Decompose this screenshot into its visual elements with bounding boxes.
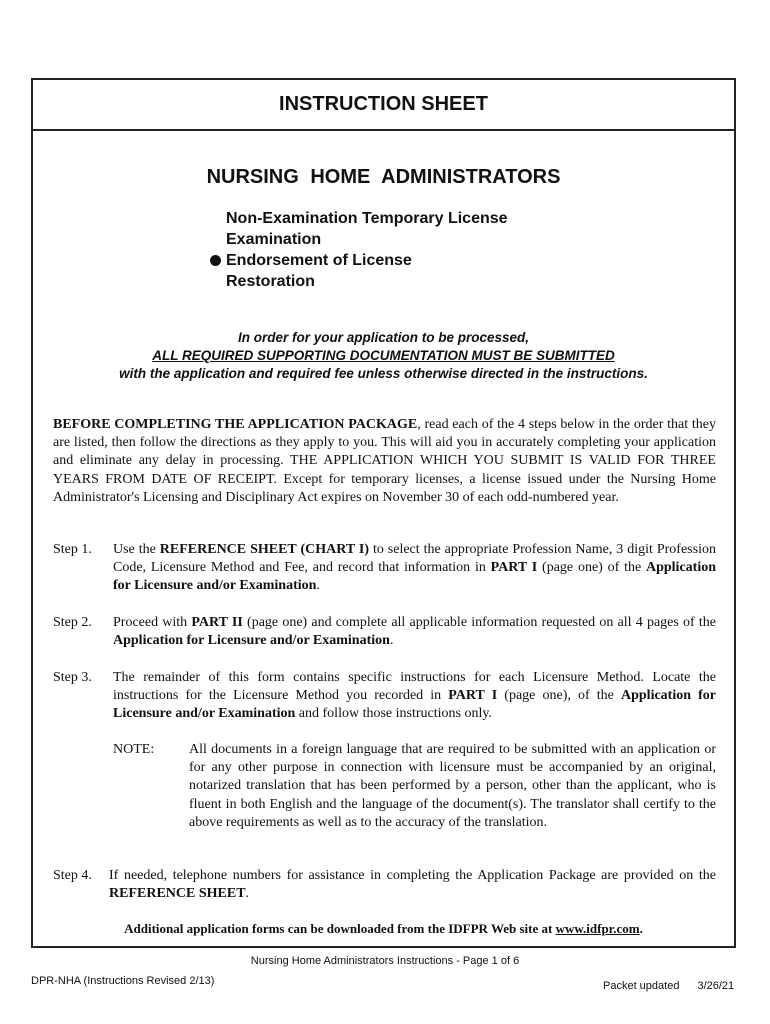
processing-notice (33, 329, 734, 383)
method-label: Restoration (226, 273, 315, 290)
note-text: All documents in a foreign language that are required to be submitted with an application or for any other purpose in connection with licensure must be accompanied by an original, notarized translation that has been performed by a person, other than the applicant, who is fluent in both English and the language of the document(s). The translator shall certify to the above requirements as well as to the accuracy of the translation. (189, 742, 716, 830)
method-label: Examination (226, 231, 322, 248)
method-item-exam (226, 229, 508, 250)
instruction-frame (31, 78, 736, 948)
step-text: The remainder of this form contains specific instructions for each Licensure Method. Locate the instructions for the Licensure Method you recorded in PART I (page one), of the Application for Licensure and/or Examination and follow those instructions only. (113, 670, 717, 722)
step-1 (53, 541, 716, 596)
download-text: Additional application forms can be downloaded from the IDFPR Web site at (124, 921, 556, 936)
step-4 (53, 867, 716, 903)
step-text: Proceed with PART II (page one) and complete all applicable information requested on all 4 pages of the Application for Licensure and/or Examination. (113, 615, 717, 649)
intro-text: , read each of the 4 steps below in the order that they are listed, then follow the directions as they apply to you. This will aid you in accurately completing your application and eliminate any delay in processing. THE APPLICATION WHICH YOU SUBMIT IS VALID FOR THREE YEARS FROM DATE OF RECEIPT. Except for temporary licenses, a license issued under the Nursing Home Administrator's Licensing and Disciplinary Act expires on November 30 of each odd-numbered year. (53, 417, 716, 505)
download-notice: Additional application forms can be downloaded from the IDFPR Web site at www.idfpr.com. (124, 921, 643, 936)
notice-line-1: In order for your application to be processed, (237, 330, 530, 345)
step-label: Step 2. (53, 615, 92, 630)
step-text: If needed, telephone numbers for assistance in completing the Application Package are provided on the REFERENCE SHEET. (109, 868, 716, 902)
page-footer: Nursing Home Administrators Instructions - Page 1 of 6 (250, 955, 520, 967)
notice-line-3: with the application and required fee unless otherwise directed in the instructions. (119, 366, 648, 381)
step-3 (53, 669, 716, 724)
note-label: NOTE: (113, 742, 155, 757)
packet-updated: Packet updated 3/26/21 (603, 980, 735, 992)
foreign-language-note (113, 741, 716, 832)
step-2 (53, 614, 716, 650)
selected-bullet-icon (210, 255, 221, 266)
method-item-endorsement (226, 250, 508, 271)
page-title: INSTRUCTION SHEET (33, 80, 734, 131)
updated-date: 3/26/21 (697, 980, 735, 992)
step-label: Step 1. (53, 542, 92, 557)
step-label: Step 3. (53, 670, 92, 685)
method-item-restoration (226, 271, 508, 292)
method-item-nonexam (226, 208, 508, 229)
profession-heading: NURSING HOME ADMINISTRATORS (206, 166, 561, 188)
idfpr-website-link[interactable]: www.idfpr.com (555, 921, 640, 936)
intro-lead: BEFORE COMPLETING THE APPLICATION PACKAGE (53, 417, 418, 432)
intro-paragraph (53, 416, 716, 507)
step-label: Step 4. (53, 868, 92, 883)
method-label: Endorsement of License (226, 252, 412, 269)
notice-line-2: ALL REQUIRED SUPPORTING DOCUMENTATION MUST BE SUBMITTED (152, 348, 615, 363)
method-label: Non-Examination Temporary License (226, 210, 508, 227)
step-text: Use the REFERENCE SHEET (CHART I) to select the appropriate Profession Name, 3 digit Profession Code, Licensure Method and Fee, and record that information in PART I (page one) of the Application for Licensure and/or Examination. (113, 542, 716, 594)
form-revision: DPR-NHA (Instructions Revised 2/13) (31, 975, 215, 987)
licensure-method-list (226, 208, 508, 292)
